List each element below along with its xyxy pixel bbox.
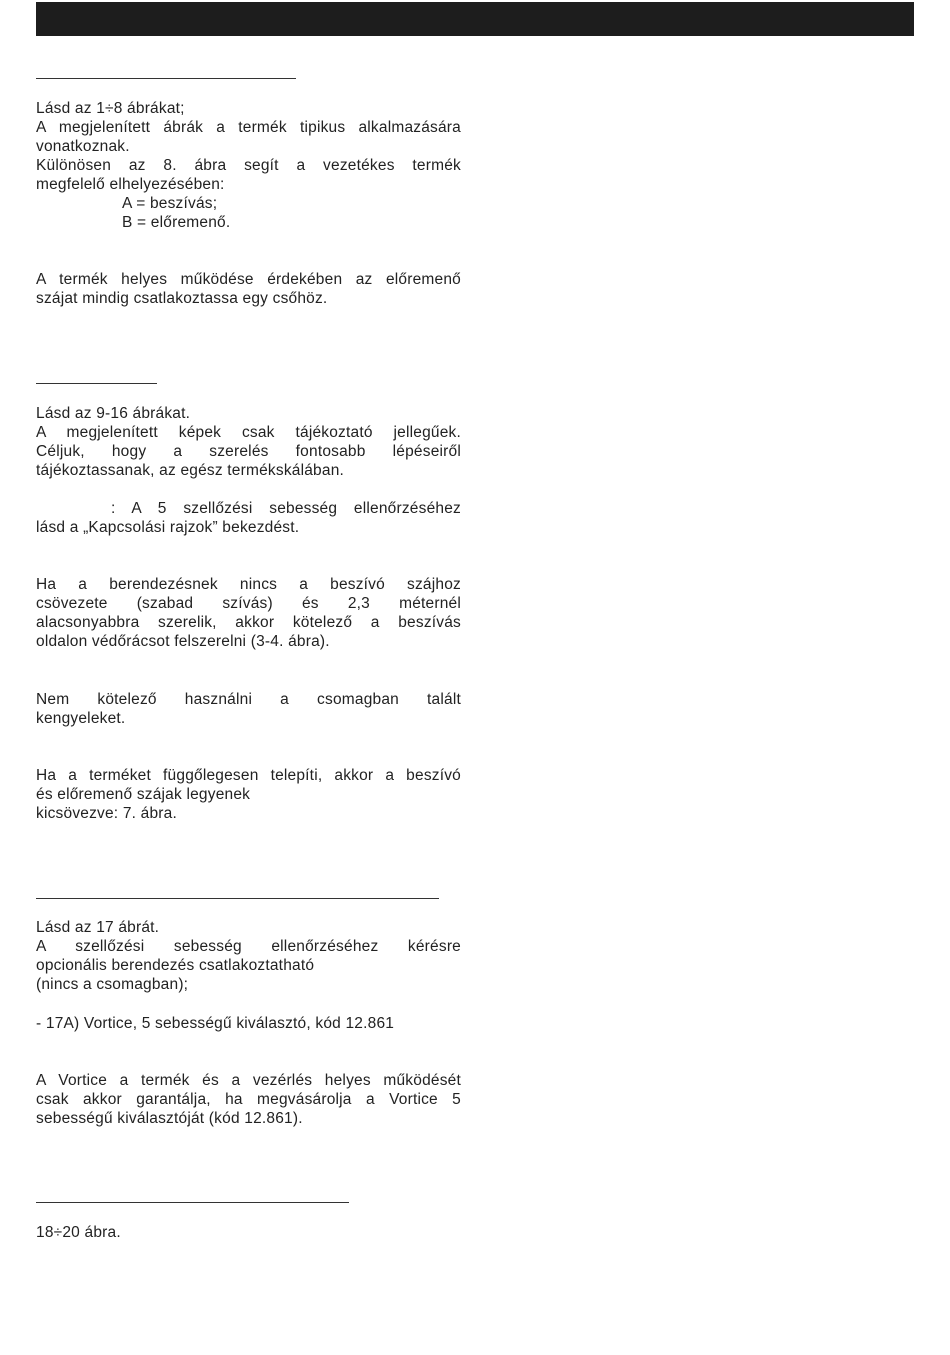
section-2-speed-note xyxy=(36,499,461,537)
text-line: kicsövezve: 7. ábra. xyxy=(36,805,177,822)
text-line: megfelelő elhelyezésében: xyxy=(36,176,225,193)
text-line: 18÷20 ábra. xyxy=(36,1224,121,1241)
text-line: : A 5 szellőzési sebesség ellenőrzéséhez xyxy=(111,500,461,517)
section-3-warranty xyxy=(36,1071,461,1128)
text-line: vonatkoznak. xyxy=(36,138,130,155)
text-line: és előremenő szájak legyenek xyxy=(36,786,251,803)
section-3-intro xyxy=(36,918,461,994)
text-line: Lásd az 9-16 ábrákat. xyxy=(36,405,191,422)
text-line: sebességű kiválasztóját (kód 12.861). xyxy=(36,1110,303,1127)
section-2-heading-rule xyxy=(36,383,157,384)
text-line: csövezete (szabad szívás) és 2,3 méternél xyxy=(36,595,461,612)
text-line: oldalon védőrácsot felszerelni (3-4. ábra). xyxy=(36,633,330,650)
text-line: szájat mindig csatlakoztassa egy csőhöz. xyxy=(36,290,328,307)
section-4-heading-rule xyxy=(36,1202,349,1203)
text-line: Különösen az 8. ábra segít a vezetékes termék xyxy=(36,157,461,174)
section-3-item xyxy=(36,1014,461,1033)
section-2-intro xyxy=(36,404,461,480)
text-line: A megjelenített képek csak tájékoztató jellegűek. xyxy=(36,424,461,441)
legend-b: B = előremenő. xyxy=(122,214,231,231)
text-line: A szellőzési sebesség ellenőrzéséhez kérésre xyxy=(36,938,461,955)
section-2-bracket-note xyxy=(36,690,461,728)
text-line: Lásd az 17 ábrát. xyxy=(36,919,160,936)
section-1-heading-rule xyxy=(36,78,296,79)
section-2-grid-note xyxy=(36,575,461,651)
legend-a: A = beszívás; xyxy=(122,195,218,212)
section-1-intro xyxy=(36,99,461,232)
section-4-text xyxy=(36,1223,461,1242)
list-item: - 17A) Vortice, 5 sebességű kiválasztó, kód 12.861 xyxy=(36,1015,395,1032)
text-line: Céljuk, hogy a szerelés fontosabb lépéseiről xyxy=(36,443,461,460)
text-line: csak akkor garantálja, ha megvásárolja a Vortice 5 xyxy=(36,1091,461,1108)
section-3-heading-rule xyxy=(36,898,439,899)
text-line: A Vortice a termék és a vezérlés helyes működését xyxy=(36,1072,461,1089)
text-line: opcionális berendezés csatlakoztatható xyxy=(36,957,315,974)
text-line: kengyeleket. xyxy=(36,710,126,727)
text-line: tájékoztassanak, az egész termékskálában. xyxy=(36,462,345,479)
text-line: Lásd az 1÷8 ábrákat; xyxy=(36,100,185,117)
section-2-vertical-note xyxy=(36,766,461,823)
text-line: A megjelenített ábrák a termék tipikus alkalmazására xyxy=(36,119,461,136)
text-line: alacsonyabbra szerelik, akkor kötelező a beszívás xyxy=(36,614,461,631)
section-1-note xyxy=(36,270,461,308)
text-line: A termék helyes működése érdekében az előremenő xyxy=(36,271,461,288)
text-line: lásd a „Kapcsolási rajzok” bekezdést. xyxy=(36,519,300,536)
text-line: Ha a berendezésnek nincs a beszívó szájhoz xyxy=(36,576,461,593)
text-line: Nem kötelező használni a csomagban talált xyxy=(36,691,461,708)
text-line: Ha a terméket függőlegesen telepíti, akkor a beszívó xyxy=(36,767,461,784)
header-bar xyxy=(36,2,914,36)
text-line: (nincs a csomagban); xyxy=(36,976,189,993)
